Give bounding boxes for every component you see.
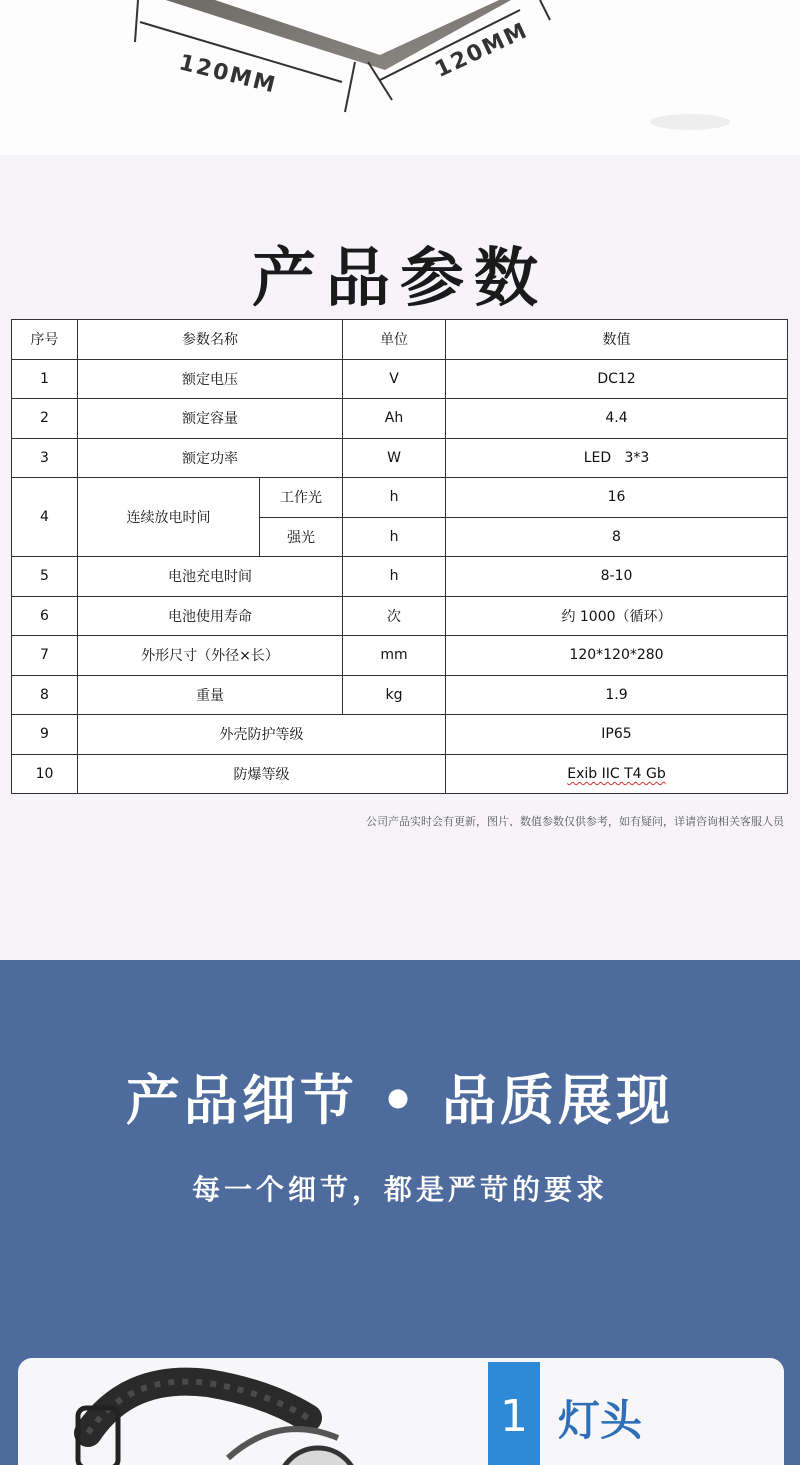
header-cell: 序号 [12,320,78,360]
product-dimension-illustration [0,0,800,155]
cell-no: 7 [12,636,78,676]
cell-unit: h [343,517,446,557]
table-row [12,754,788,794]
cell-name: 额定容量 [78,399,343,439]
cell-no: 6 [12,596,78,636]
cell-no: 2 [12,399,78,439]
table-row [12,715,788,755]
lamp-head-photo [18,1358,478,1465]
cell-name: 额定功率 [78,438,343,478]
table-row [12,557,788,597]
cell-value [446,754,788,794]
header-cell: 参数名称 [78,320,343,360]
page-title: 产品参数 [252,242,548,316]
cell-unit: 次 [343,596,446,636]
table-header-row [12,320,788,360]
cell-unit: W [343,438,446,478]
header-cell: 单位 [343,320,446,360]
cell-name: 外壳防护等级 [78,715,446,755]
cell-unit: mm [343,636,446,676]
cell-unit: h [343,478,446,518]
cell-subname: 工作光 [260,478,343,518]
cell-value: 120*120*280 [446,636,788,676]
product-parameters-section [0,155,800,960]
header-cell: 数值 [446,320,788,360]
cell-value: IP65 [446,715,788,755]
table-row [12,636,788,676]
table-row [12,478,788,518]
table-row [12,399,788,439]
product-details-section [0,960,800,1465]
cell-no: 8 [12,675,78,715]
cell-no: 9 [12,715,78,755]
card-number-badge: 1 [488,1362,540,1465]
cell-name: 额定电压 [78,359,343,399]
section-subtitle: 每一个细节，都是严苛的要求 [191,1173,608,1206]
disclaimer-note: 公司产品实时会有更新，图片、数值参数仅供参考，如有疑问，详请咨询相关客服人员 [366,815,784,828]
cell-value: 16 [446,478,788,518]
cell-no: 3 [12,438,78,478]
cell-value: 1.9 [446,675,788,715]
cell-value: 4.4 [446,399,788,439]
cell-name: 电池使用寿命 [78,596,343,636]
cell-name: 防爆等级 [78,754,446,794]
cell-name: 连续放电时间 [78,478,260,557]
cell-no: 4 [12,478,78,557]
cell-no: 1 [12,359,78,399]
table-row [12,438,788,478]
cell-value: 约 1000（循环） [446,596,788,636]
cell-unit: kg [343,675,446,715]
cell-value: 8 [446,517,788,557]
cell-name: 电池充电时间 [78,557,343,597]
product-photo-strip [0,0,800,155]
table-row [12,675,788,715]
detail-card-lamp-head [18,1358,784,1465]
card-title: 灯头 [558,1396,643,1445]
cell-unit: h [343,557,446,597]
cell-unit: Ah [343,399,446,439]
table-row [12,596,788,636]
dimension-label-left: 120MM [176,50,280,99]
cell-subname: 强光 [260,517,343,557]
cell-value: LED 3*3 [446,438,788,478]
cell-unit: V [343,359,446,399]
cell-name: 重量 [78,675,343,715]
dimension-label-right: 120MM [431,18,533,83]
cell-name: 外形尺寸（外径×长） [78,636,343,676]
cell-value: 8-10 [446,557,788,597]
cell-value: DC12 [446,359,788,399]
cell-no: 5 [12,557,78,597]
explosion-rating-text: Exib IIC T4 Gb [567,765,666,782]
cell-no: 10 [12,754,78,794]
table-row [12,359,788,399]
section-title: 产品细节 • 品质展现 [125,1069,675,1132]
parameters-table [11,319,788,794]
